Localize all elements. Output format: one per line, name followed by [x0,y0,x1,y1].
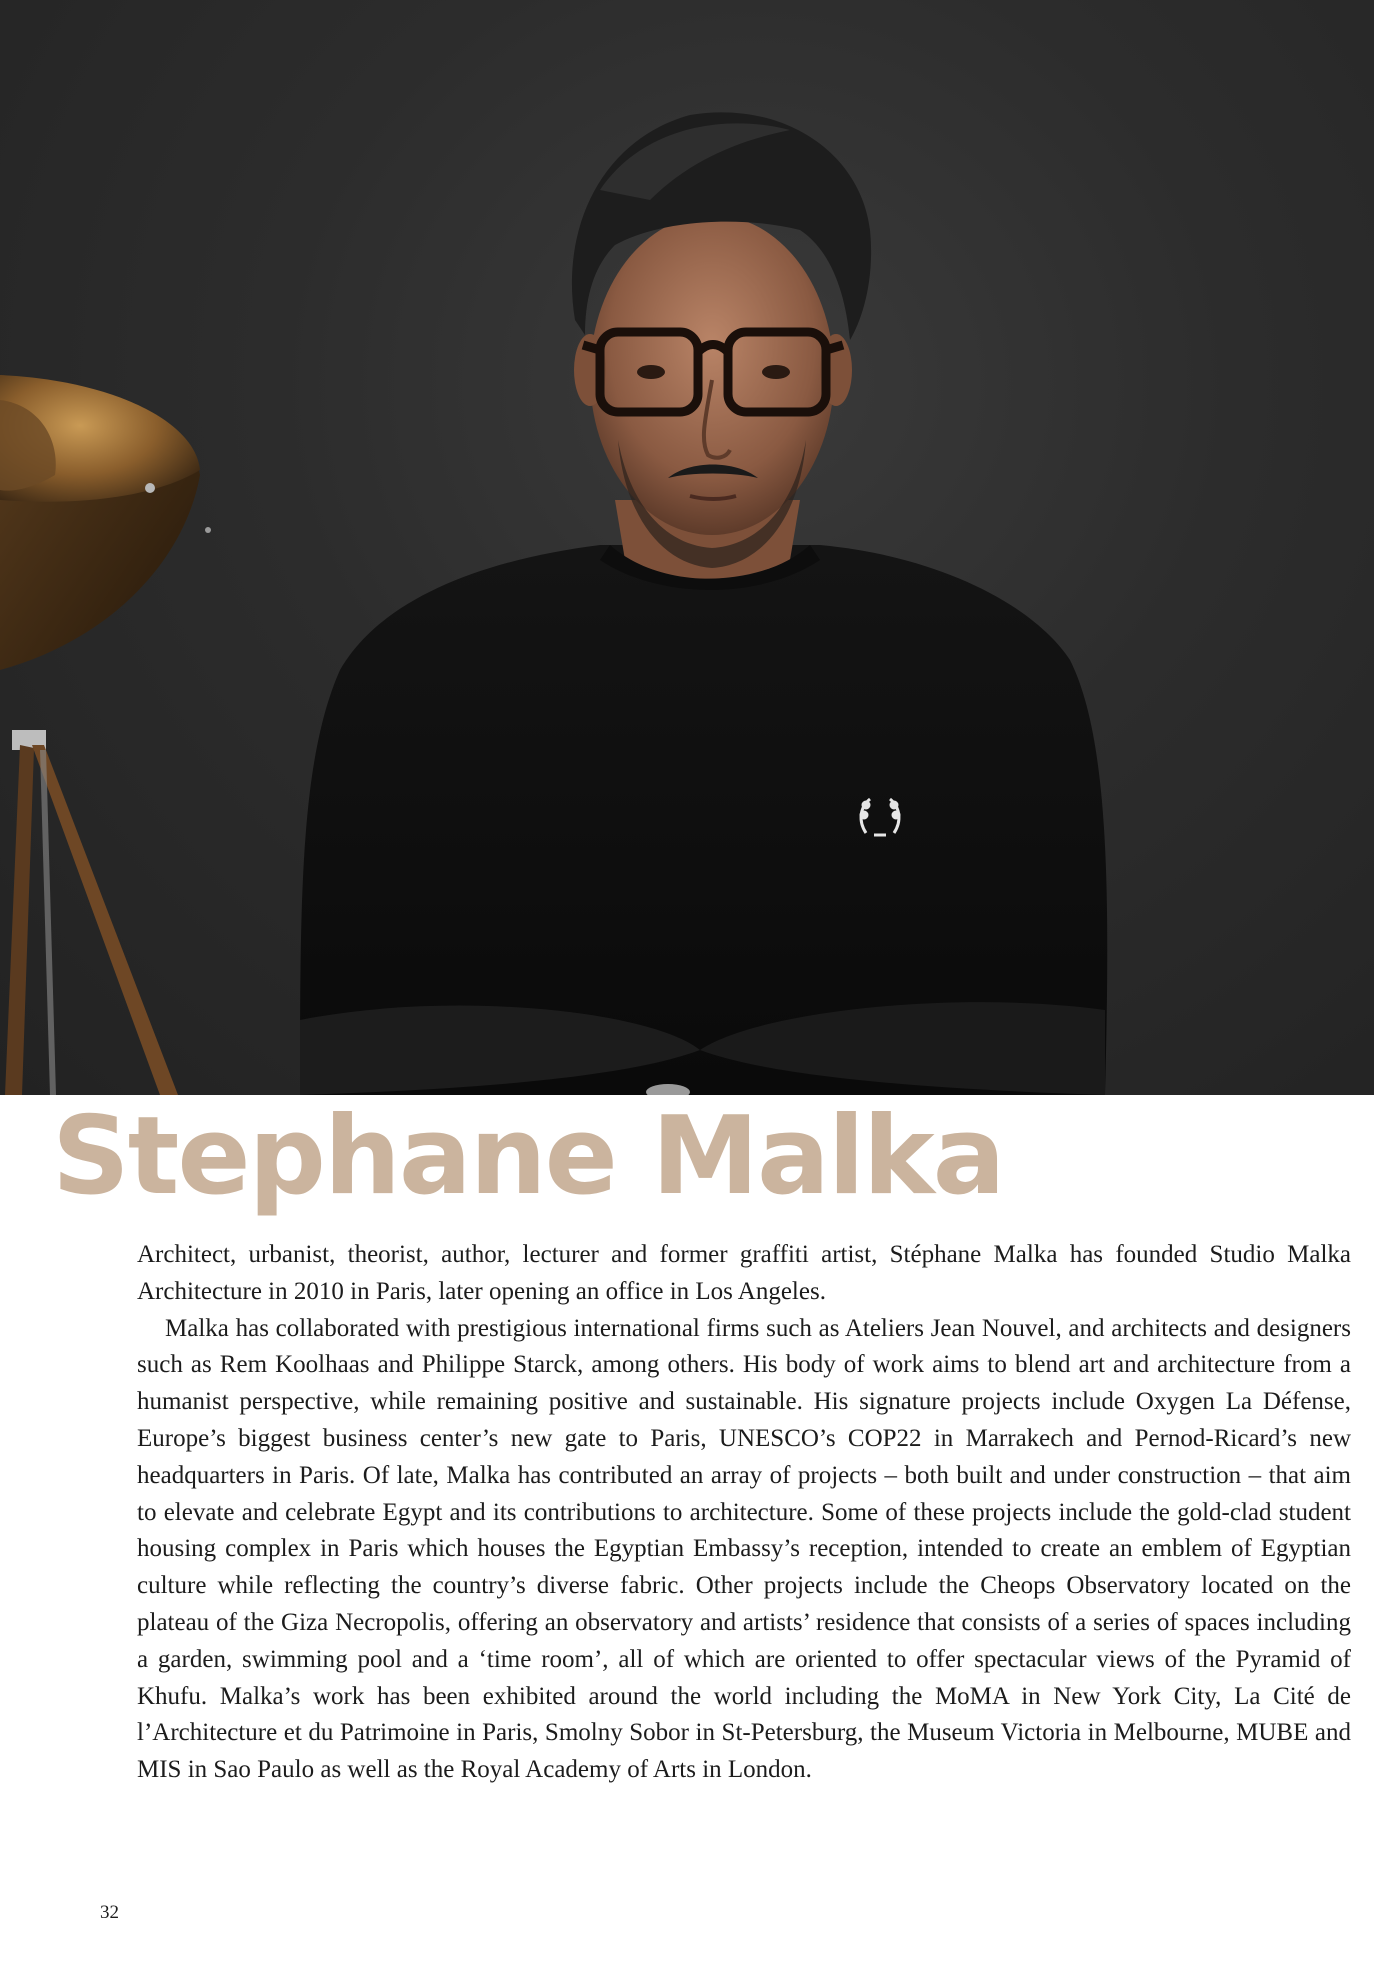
studio-lamp [0,375,211,1095]
article-body [137,1237,1351,1789]
page-number: 32 [100,1902,119,1923]
person [300,112,1107,1095]
article-paragraph: Malka has collaborated with prestigious international firms such as Ateliers Jean Nouvel, and architects and designers such as Rem Koolhaas and Philippe Starck, among others. His body of work aims to blend art and architecture from a humanist perspective, while remaining positive and sustainable. His signature projects include Oxygen La Défense, Europe’s biggest business center’s new gate to Paris, UNESCO’s COP22 in Marrakech and Pernod-Ricard’s new headquarters in Paris. Of late, Malka has contributed an array of projects – both built and under construction – that aim to elevate and celebrate Egypt and its contributions to architecture. Some of these projects include the gold-clad student housing complex in Paris which houses the Egyptian Embassy’s reception, intended to create an emblem of Egyptian culture while reflecting the country’s diverse fabric. Other projects include the Cheops Observatory located on the plateau of the Giza Necropolis, offering an observatory and artists’ residence that consists of a series of spaces including a garden, swimming pool and a ‘time room’, all of which are oriented to offer spectacular views of the Pyramid of Khufu. Malka’s work has been exhibited around the world including the MoMA in New York City, La Cité de l’Architecture et du Patrimoine in Paris, Smolny Sobor in St-Petersburg, the Museum Victoria in Melbourne, MUBE and MIS in Sao Paulo as well as the Royal Academy of Arts in London. [137,1314,1351,1784]
article-title: Stephane Malka [52,1094,1004,1219]
article-paragraph: Architect, urbanist, theorist, author, lecturer and former graffiti artist, Stéphane Malka has founded Studio Malka Architecture in 2010 in Paris, later opening an office in Los Angeles. [137,1241,1351,1305]
